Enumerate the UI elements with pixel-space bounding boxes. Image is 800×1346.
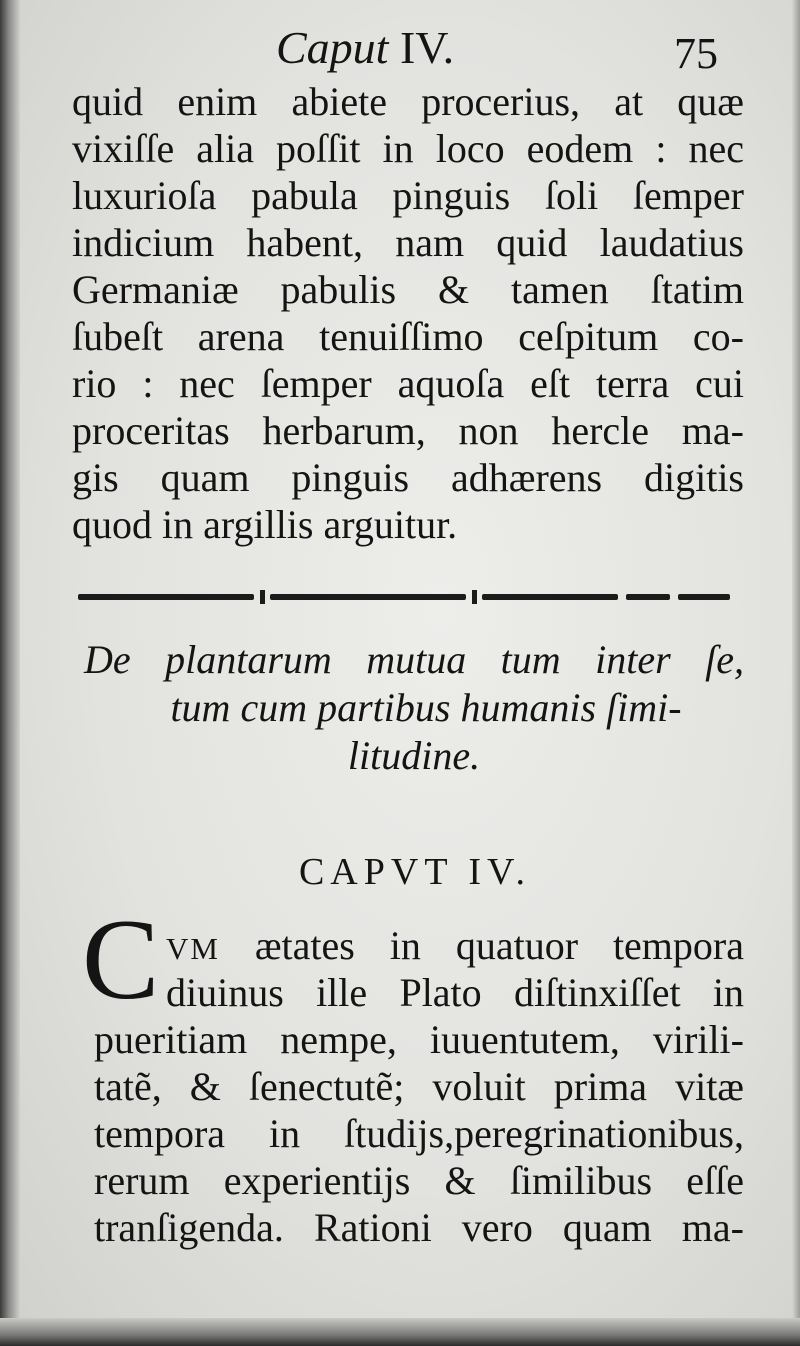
text-line: tempora in ſtudijs,peregrinationibus, [94, 1111, 744, 1156]
paragraph-chapter-opening [94, 922, 744, 1251]
running-head [70, 14, 750, 78]
text-line: pueritiam nempe, iuuentutem, virili- [94, 1017, 744, 1062]
text-line: quid enim abiete procerius, at quæ [72, 79, 744, 124]
paragraph-continued [72, 78, 744, 548]
text-line: quod in argillis arguitur. [72, 502, 458, 547]
rule-segment [482, 594, 618, 600]
text-line: luxurioſa pabula pinguis ſoli ſemper [72, 173, 744, 218]
text-line: indicium habent, nam quid laudatius [72, 220, 744, 265]
rule-segment [626, 594, 670, 600]
lead-smallcaps: VM [166, 931, 220, 966]
rubric-line: litudine. [347, 733, 481, 778]
text-line: tranſigenda. Rationi vero quam ma- [94, 1205, 744, 1250]
text-line: diuinus ille Plato diſtinxiſſet in [166, 970, 744, 1015]
chapter-heading-numeral: IV. [468, 851, 532, 893]
text-line: tatẽ, & ſenectutẽ; voluit prima vitæ [94, 1064, 744, 1109]
rule-segment [78, 594, 254, 600]
text-line-rest: ætates in quatuor tempora [219, 923, 744, 968]
rule-segment [270, 594, 466, 600]
drop-cap: C [82, 896, 160, 1024]
text-line: proceritas herbarum, non hercle ma- [72, 408, 744, 453]
text-line: gis quam pinguis adhærens digitis [72, 455, 744, 500]
page-number: 75 [674, 29, 718, 78]
chapter-rubric [84, 636, 744, 780]
rubric-line: De plantarum mutua tum inter ſe, [84, 637, 744, 682]
text-line [94, 922, 744, 969]
chapter-heading-word: CAPVT [298, 851, 453, 893]
rule-tick [472, 590, 477, 604]
text-line: rio : nec ſemper aquoſa eſt terra cui [72, 361, 744, 406]
rule-tick [260, 590, 265, 604]
text-line: ſubeſt arena tenuiſſimo ceſpitum co- [72, 314, 744, 359]
ornamental-rule [78, 590, 730, 606]
running-head-title [276, 20, 454, 76]
rule-segment [678, 594, 730, 600]
running-head-word: Caput [276, 22, 389, 73]
chapter-heading [0, 848, 800, 896]
page-edge-right [792, 0, 800, 1346]
rubric-line: tum cum partibus humanis ſimi- [170, 685, 682, 730]
page-edge-bottom [0, 1318, 800, 1346]
text-line: Germaniæ pabulis & tamen ſtatim [72, 267, 744, 312]
binding-gutter [0, 0, 20, 1346]
text-line: vixiſſe alia poſſit in loco eodem : nec [72, 126, 744, 171]
text-line: rerum experientijs & ſimilibus eſſe [94, 1158, 744, 1203]
running-head-numeral: IV. [399, 22, 455, 73]
